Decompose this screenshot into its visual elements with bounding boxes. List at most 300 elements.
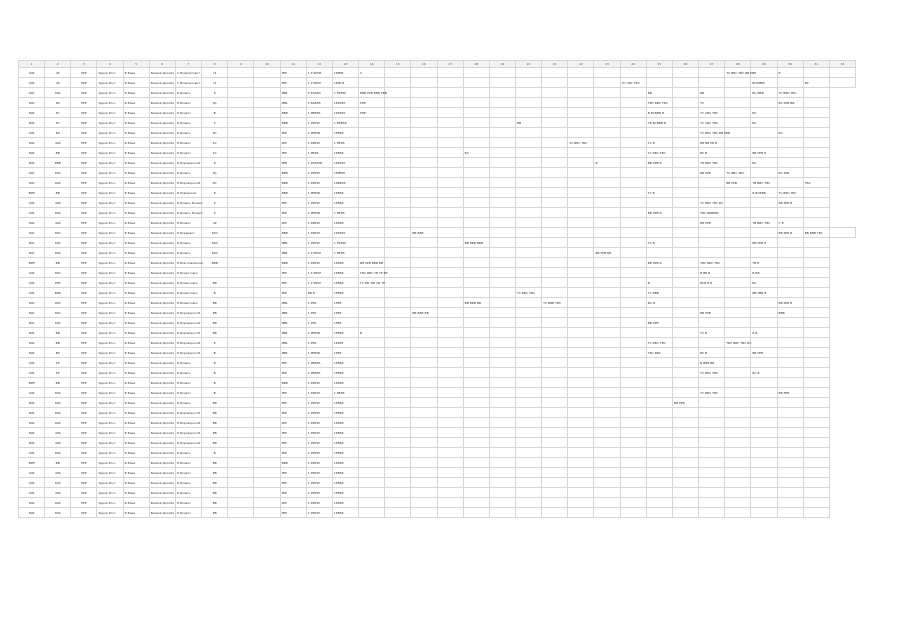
- table-cell[interactable]: [594, 168, 620, 178]
- table-cell[interactable]: [672, 168, 698, 178]
- table-cell[interactable]: 1РВ5Б: [332, 488, 358, 498]
- table-cell[interactable]: [620, 368, 646, 378]
- table-cell[interactable]: [515, 88, 541, 98]
- table-cell[interactable]: 1 РРВ5Б: [306, 328, 332, 338]
- table-cell[interactable]: Б Вороворособ: [175, 178, 201, 188]
- table-cell[interactable]: PPP: [71, 128, 97, 138]
- table-cell[interactable]: [437, 388, 463, 398]
- table-cell[interactable]: [542, 188, 568, 198]
- table-cell[interactable]: Sрров Росс: [97, 478, 123, 488]
- table-cell[interactable]: [463, 468, 489, 478]
- table-cell[interactable]: С Возворповот: [175, 68, 201, 78]
- table-cell[interactable]: [777, 318, 803, 328]
- table-cell[interactable]: ВВ: [699, 88, 725, 98]
- table-cell[interactable]: PPP: [71, 368, 97, 378]
- table-cell[interactable]: [803, 188, 829, 198]
- table-cell[interactable]: ТС СВС ТВС: [620, 78, 646, 88]
- table-cell[interactable]: [725, 198, 751, 208]
- table-cell[interactable]: PPP: [280, 398, 306, 408]
- table-cell[interactable]: 806: [19, 408, 45, 418]
- table-cell[interactable]: [489, 318, 515, 328]
- table-cell[interactable]: [803, 388, 829, 398]
- table-cell[interactable]: [254, 218, 280, 228]
- table-cell[interactable]: [777, 398, 803, 408]
- table-cell[interactable]: РВВ: [280, 238, 306, 248]
- table-cell[interactable]: [411, 318, 437, 328]
- table-cell[interactable]: [359, 298, 385, 308]
- table-cell[interactable]: ВВВ: [202, 258, 228, 268]
- table-cell[interactable]: Р: [202, 208, 228, 218]
- table-cell[interactable]: ВВВ: [777, 308, 803, 318]
- table-cell[interactable]: 1 Р5Б5Р: [306, 198, 332, 208]
- table-cell[interactable]: Б Вова: [123, 298, 149, 308]
- table-cell[interactable]: [411, 408, 437, 418]
- table-cell[interactable]: PPP: [280, 218, 306, 228]
- table-cell[interactable]: ВВ РРВ: [699, 168, 725, 178]
- table-cell[interactable]: Б Вова: [123, 68, 149, 78]
- table-cell[interactable]: [620, 268, 646, 278]
- table-cell[interactable]: 406: [19, 488, 45, 498]
- column-header[interactable]: 28: [725, 61, 751, 68]
- table-cell[interactable]: ВРВ: [19, 378, 45, 388]
- table-cell[interactable]: [699, 248, 725, 258]
- table-cell[interactable]: [725, 458, 751, 468]
- table-cell[interactable]: [672, 288, 698, 298]
- table-cell[interactable]: [620, 508, 646, 518]
- table-cell[interactable]: [594, 408, 620, 418]
- table-cell[interactable]: Б Вова: [123, 258, 149, 268]
- table-cell[interactable]: PPP: [280, 268, 306, 278]
- table-cell[interactable]: [594, 138, 620, 148]
- table-cell[interactable]: [725, 498, 751, 508]
- table-cell[interactable]: [620, 408, 646, 418]
- table-cell[interactable]: Б Вова: [123, 358, 149, 368]
- table-cell[interactable]: [437, 278, 463, 288]
- table-cell[interactable]: [489, 468, 515, 478]
- table-cell[interactable]: Взовов Дособа: [149, 228, 175, 238]
- table-cell[interactable]: В: [594, 158, 620, 168]
- table-cell[interactable]: [777, 328, 803, 338]
- table-cell[interactable]: Взовов Дособа: [149, 258, 175, 268]
- table-cell[interactable]: PPP: [71, 148, 97, 158]
- table-cell[interactable]: [672, 178, 698, 188]
- table-cell[interactable]: [437, 118, 463, 128]
- table-cell[interactable]: [672, 188, 698, 198]
- table-cell[interactable]: ВС В: [699, 148, 725, 158]
- table-cell[interactable]: ТС ВВС ТВС: [699, 368, 725, 378]
- table-cell[interactable]: [620, 168, 646, 178]
- table-cell[interactable]: [463, 328, 489, 338]
- table-cell[interactable]: Взовов Дособа: [149, 208, 175, 218]
- table-cell[interactable]: РВВ: [280, 98, 306, 108]
- table-cell[interactable]: [594, 488, 620, 498]
- table-cell[interactable]: [515, 408, 541, 418]
- table-cell[interactable]: Sрров Росс: [97, 258, 123, 268]
- table-cell[interactable]: [646, 128, 672, 138]
- table-cell[interactable]: [751, 488, 777, 498]
- table-cell[interactable]: Б Вова: [123, 138, 149, 148]
- table-cell[interactable]: ТС ВВС ТВС: [568, 138, 594, 148]
- table-cell[interactable]: 800: [45, 318, 71, 328]
- table-cell[interactable]: [254, 508, 280, 518]
- table-cell[interactable]: [489, 288, 515, 298]
- table-cell[interactable]: [385, 408, 411, 418]
- table-cell[interactable]: Б Воовос: [175, 148, 201, 158]
- table-cell[interactable]: Б Ворвовос: [175, 228, 201, 238]
- table-cell[interactable]: [515, 198, 541, 208]
- table-cell[interactable]: 1 РВ5Б: [332, 248, 358, 258]
- table-cell[interactable]: [751, 438, 777, 448]
- table-cell[interactable]: Б Вова: [123, 348, 149, 358]
- table-cell[interactable]: ВВ РРВ В: [777, 298, 803, 308]
- table-cell[interactable]: [437, 228, 463, 238]
- table-cell[interactable]: ВВ: [646, 88, 672, 98]
- table-cell[interactable]: Б Рововосов: [175, 188, 201, 198]
- table-cell[interactable]: [803, 288, 829, 298]
- table-cell[interactable]: [489, 78, 515, 88]
- table-cell[interactable]: [699, 78, 725, 88]
- table-cell[interactable]: [699, 68, 725, 78]
- table-cell[interactable]: [620, 68, 646, 78]
- table-cell[interactable]: [385, 288, 411, 298]
- table-cell[interactable]: [254, 468, 280, 478]
- table-cell[interactable]: [542, 198, 568, 208]
- table-cell[interactable]: [594, 438, 620, 448]
- table-cell[interactable]: ТС ВВС ТВС: [699, 388, 725, 398]
- table-cell[interactable]: [385, 358, 411, 368]
- table-cell[interactable]: [672, 418, 698, 428]
- table-cell[interactable]: [803, 368, 829, 378]
- table-cell[interactable]: Б Воовосовос: [175, 298, 201, 308]
- table-cell[interactable]: [411, 428, 437, 438]
- table-cell[interactable]: ВС: [463, 148, 489, 158]
- table-cell[interactable]: [646, 178, 672, 188]
- table-cell[interactable]: [646, 368, 672, 378]
- table-cell[interactable]: [542, 408, 568, 418]
- table-cell[interactable]: ВВ В: [306, 288, 332, 298]
- table-cell[interactable]: 406: [19, 478, 45, 488]
- table-cell[interactable]: [646, 328, 672, 338]
- table-cell[interactable]: [803, 128, 829, 138]
- table-cell[interactable]: [568, 338, 594, 348]
- table-cell[interactable]: [699, 188, 725, 198]
- table-cell[interactable]: [463, 98, 489, 108]
- table-cell[interactable]: 806: [45, 498, 71, 508]
- table-cell[interactable]: Б Вова: [123, 418, 149, 428]
- table-cell[interactable]: [411, 118, 437, 128]
- table-cell[interactable]: [411, 378, 437, 388]
- table-cell[interactable]: [411, 108, 437, 118]
- table-cell[interactable]: ВС: [751, 158, 777, 168]
- table-cell[interactable]: [515, 398, 541, 408]
- table-cell[interactable]: [254, 78, 280, 88]
- table-cell[interactable]: [385, 368, 411, 378]
- table-cell[interactable]: [803, 108, 829, 118]
- table-cell[interactable]: [359, 348, 385, 358]
- table-cell[interactable]: [594, 98, 620, 108]
- table-cell[interactable]: ТС: [699, 98, 725, 108]
- table-cell[interactable]: [672, 68, 698, 78]
- table-cell[interactable]: PPP: [280, 68, 306, 78]
- table-cell[interactable]: [777, 78, 803, 88]
- table-cell[interactable]: 806: [45, 418, 71, 428]
- table-cell[interactable]: Sрров Росс: [97, 68, 123, 78]
- table-cell[interactable]: [254, 268, 280, 278]
- table-cell[interactable]: [751, 458, 777, 468]
- table-cell[interactable]: [777, 428, 803, 438]
- table-cell[interactable]: 1Р4Б5Р: [332, 158, 358, 168]
- column-header[interactable]: 32: [829, 61, 855, 68]
- table-cell[interactable]: [542, 418, 568, 428]
- table-cell[interactable]: [411, 88, 437, 98]
- table-cell[interactable]: [699, 508, 725, 518]
- table-cell[interactable]: [620, 278, 646, 288]
- table-cell[interactable]: [359, 178, 385, 188]
- table-cell[interactable]: Взовов Дособа: [149, 158, 175, 168]
- table-cell[interactable]: [254, 248, 280, 258]
- table-cell[interactable]: [646, 388, 672, 398]
- table-cell[interactable]: [359, 338, 385, 348]
- table-cell[interactable]: Б Воовос Воовос: [175, 208, 201, 218]
- table-cell[interactable]: [254, 308, 280, 318]
- table-cell[interactable]: [646, 308, 672, 318]
- table-cell[interactable]: [463, 158, 489, 168]
- column-header[interactable]: 14: [359, 61, 385, 68]
- table-cell[interactable]: [489, 388, 515, 398]
- table-cell[interactable]: PPP: [71, 138, 97, 148]
- table-cell[interactable]: [515, 208, 541, 218]
- table-cell[interactable]: [254, 438, 280, 448]
- column-header[interactable]: 10: [254, 61, 280, 68]
- table-cell[interactable]: [228, 328, 254, 338]
- table-cell[interactable]: ВВ: [515, 118, 541, 128]
- column-header[interactable]: 22: [568, 61, 594, 68]
- table-cell[interactable]: [437, 268, 463, 278]
- table-cell[interactable]: Взовов Дособа: [149, 318, 175, 328]
- table-cell[interactable]: [620, 308, 646, 318]
- table-cell[interactable]: [620, 438, 646, 448]
- table-cell[interactable]: [228, 208, 254, 218]
- table-cell[interactable]: [359, 128, 385, 138]
- table-cell[interactable]: [777, 448, 803, 458]
- table-cell[interactable]: [254, 148, 280, 158]
- table-cell[interactable]: Взовов Дособа: [149, 148, 175, 158]
- table-cell[interactable]: PPP: [71, 248, 97, 258]
- table-cell[interactable]: [385, 218, 411, 228]
- table-cell[interactable]: [751, 478, 777, 488]
- table-cell[interactable]: PPP: [280, 198, 306, 208]
- table-cell[interactable]: [437, 508, 463, 518]
- table-cell[interactable]: [463, 398, 489, 408]
- table-cell[interactable]: [646, 458, 672, 468]
- table-cell[interactable]: [620, 188, 646, 198]
- table-cell[interactable]: [385, 248, 411, 258]
- table-cell[interactable]: [228, 458, 254, 468]
- table-cell[interactable]: ВС: [751, 118, 777, 128]
- table-cell[interactable]: Р: [202, 198, 228, 208]
- table-cell[interactable]: [542, 78, 568, 88]
- table-cell[interactable]: [228, 508, 254, 518]
- table-cell[interactable]: [568, 128, 594, 138]
- table-cell[interactable]: [463, 338, 489, 348]
- table-cell[interactable]: [463, 188, 489, 198]
- table-cell[interactable]: [672, 248, 698, 258]
- table-cell[interactable]: РВВ: [280, 298, 306, 308]
- table-cell[interactable]: Б Вова: [123, 188, 149, 198]
- table-cell[interactable]: С: [359, 68, 385, 78]
- table-cell[interactable]: 890: [45, 398, 71, 408]
- table-cell[interactable]: [672, 108, 698, 118]
- table-cell[interactable]: В: [202, 108, 228, 118]
- table-cell[interactable]: [542, 398, 568, 408]
- table-cell[interactable]: 1Р4Б5: [332, 338, 358, 348]
- table-cell[interactable]: 1РВ5: [332, 298, 358, 308]
- table-cell[interactable]: [620, 428, 646, 438]
- table-cell[interactable]: 406: [45, 218, 71, 228]
- table-cell[interactable]: [620, 118, 646, 128]
- table-cell[interactable]: Б Вова: [123, 438, 149, 448]
- table-cell[interactable]: Sрров Росс: [97, 228, 123, 238]
- table-cell[interactable]: [515, 68, 541, 78]
- table-cell[interactable]: [594, 78, 620, 88]
- table-cell[interactable]: [672, 338, 698, 348]
- table-cell[interactable]: [672, 148, 698, 158]
- table-cell[interactable]: Sрров Росс: [97, 218, 123, 228]
- table-cell[interactable]: [751, 208, 777, 218]
- table-cell[interactable]: [672, 278, 698, 288]
- table-cell[interactable]: [254, 488, 280, 498]
- table-cell[interactable]: [594, 218, 620, 228]
- table-cell[interactable]: Б Вова: [123, 488, 149, 498]
- table-cell[interactable]: [385, 388, 411, 398]
- table-cell[interactable]: ВР: [45, 348, 71, 358]
- table-cell[interactable]: 1 Р5Б5Р: [306, 178, 332, 188]
- table-cell[interactable]: [515, 158, 541, 168]
- table-cell[interactable]: В: [646, 278, 672, 288]
- table-cell[interactable]: [228, 158, 254, 168]
- table-cell[interactable]: [803, 458, 829, 468]
- table-cell[interactable]: Взовов Дособа: [149, 488, 175, 498]
- table-cell[interactable]: Б Воовос: [175, 468, 201, 478]
- table-cell[interactable]: 406: [19, 388, 45, 398]
- table-cell[interactable]: [751, 198, 777, 208]
- table-cell[interactable]: ТВС ВВС ТВ ТР ВР: [359, 268, 385, 278]
- table-cell[interactable]: [254, 128, 280, 138]
- table-cell[interactable]: PPP: [280, 408, 306, 418]
- table-cell[interactable]: PPP: [71, 448, 97, 458]
- table-cell[interactable]: [699, 288, 725, 298]
- table-cell[interactable]: [646, 198, 672, 208]
- table-cell[interactable]: [594, 428, 620, 438]
- table-cell[interactable]: [385, 178, 411, 188]
- table-cell[interactable]: [620, 248, 646, 258]
- table-cell[interactable]: 1 Р5Б5Р: [306, 458, 332, 468]
- table-cell[interactable]: РРВ: [359, 108, 385, 118]
- table-cell[interactable]: [228, 98, 254, 108]
- table-cell[interactable]: [489, 358, 515, 368]
- table-cell[interactable]: [751, 468, 777, 478]
- table-cell[interactable]: [594, 418, 620, 428]
- table-cell[interactable]: [359, 288, 385, 298]
- column-header[interactable]: 27: [699, 61, 725, 68]
- table-cell[interactable]: PPP: [71, 418, 97, 428]
- table-cell[interactable]: [228, 418, 254, 428]
- table-cell[interactable]: [437, 148, 463, 158]
- table-cell[interactable]: [489, 218, 515, 228]
- table-cell[interactable]: [228, 248, 254, 258]
- table-cell[interactable]: [254, 138, 280, 148]
- table-cell[interactable]: [803, 468, 829, 478]
- table-cell[interactable]: [620, 128, 646, 138]
- table-cell[interactable]: [254, 208, 280, 218]
- table-cell[interactable]: ТВС: [803, 178, 829, 188]
- table-cell[interactable]: [463, 208, 489, 218]
- table-cell[interactable]: [672, 98, 698, 108]
- table-cell[interactable]: [672, 228, 698, 238]
- table-cell[interactable]: [463, 508, 489, 518]
- table-cell[interactable]: 406: [19, 218, 45, 228]
- table-cell[interactable]: [594, 308, 620, 318]
- table-cell[interactable]: [725, 428, 751, 438]
- table-cell[interactable]: [542, 308, 568, 318]
- table-cell[interactable]: [803, 88, 829, 98]
- table-cell[interactable]: [359, 218, 385, 228]
- table-cell[interactable]: Б Воовос: [175, 388, 201, 398]
- table-cell[interactable]: [568, 198, 594, 208]
- table-cell[interactable]: ВС: [751, 108, 777, 118]
- table-cell[interactable]: [437, 338, 463, 348]
- table-cell[interactable]: [254, 428, 280, 438]
- table-cell[interactable]: [437, 408, 463, 418]
- table-cell[interactable]: Sрров Росс: [97, 468, 123, 478]
- table-cell[interactable]: [489, 228, 515, 238]
- table-cell[interactable]: [515, 348, 541, 358]
- table-cell[interactable]: Б Вороворособ: [175, 408, 201, 418]
- table-cell[interactable]: [515, 218, 541, 228]
- table-cell[interactable]: Взовов Дособа: [149, 368, 175, 378]
- table-cell[interactable]: 1 Р5Б5Р: [306, 378, 332, 388]
- table-cell[interactable]: 1 РВ5Б: [306, 148, 332, 158]
- table-cell[interactable]: 1РВ5Б: [332, 218, 358, 228]
- table-cell[interactable]: [777, 368, 803, 378]
- table-cell[interactable]: [568, 328, 594, 338]
- table-cell[interactable]: ВВ: [45, 148, 71, 158]
- table-cell[interactable]: PPP: [71, 218, 97, 228]
- table-cell[interactable]: ВСВ В В: [699, 278, 725, 288]
- table-cell[interactable]: [411, 158, 437, 168]
- table-cell[interactable]: Б Вова: [123, 288, 149, 298]
- table-cell[interactable]: [672, 468, 698, 478]
- table-cell[interactable]: [254, 228, 280, 238]
- table-cell[interactable]: ВРВ: [19, 258, 45, 268]
- table-cell[interactable]: 1РВ5Б: [332, 288, 358, 298]
- table-cell[interactable]: [594, 148, 620, 158]
- table-cell[interactable]: 1РВ5Б: [332, 368, 358, 378]
- table-cell[interactable]: Взовов Дособа: [149, 438, 175, 448]
- table-cell[interactable]: [463, 78, 489, 88]
- table-cell[interactable]: 45: [45, 68, 71, 78]
- table-cell[interactable]: [489, 268, 515, 278]
- table-cell[interactable]: [725, 378, 751, 388]
- table-cell[interactable]: [725, 258, 751, 268]
- table-cell[interactable]: [489, 418, 515, 428]
- table-cell[interactable]: [437, 218, 463, 228]
- table-cell[interactable]: [725, 348, 751, 358]
- table-cell[interactable]: ТС ВВВ ТВС: [542, 298, 568, 308]
- table-cell[interactable]: [542, 488, 568, 498]
- table-cell[interactable]: [620, 208, 646, 218]
- table-cell[interactable]: [620, 98, 646, 108]
